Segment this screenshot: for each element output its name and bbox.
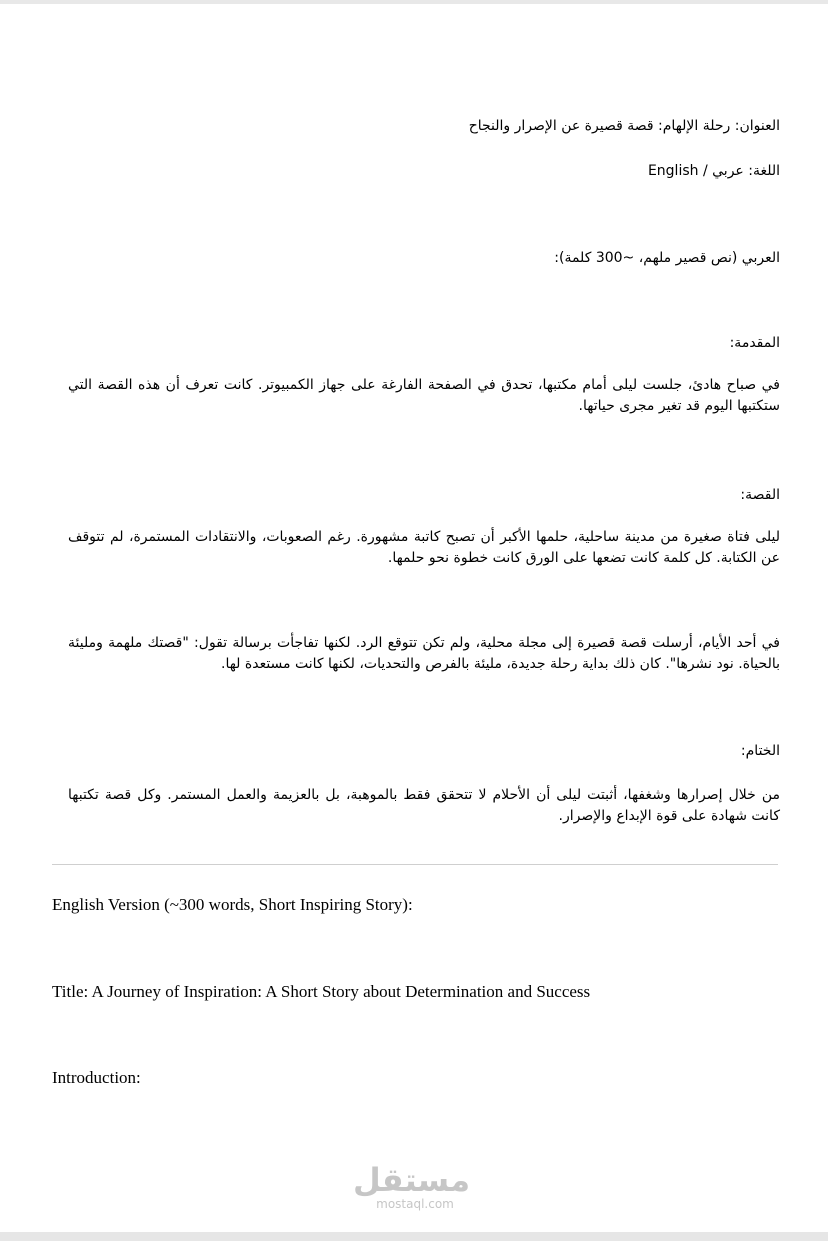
mostaql-watermark [352,1161,470,1211]
english-intro-heading: Introduction: [52,1068,141,1087]
intro-paragraph: في صباح هادئ، جلست ليلى أمام مكتبها، تحدق في الصفحة الفارغة على جهاز الكمبيوتر. كانت تعرف أن هذه القصة التي ستكتبها اليوم قد تغير مجرى حياتها. [68,377,780,414]
english-title-line: Title: A Journey of Inspiration: A Short Story about Determination and Success [52,982,591,1001]
watermark-logo: مستقل [352,1161,470,1199]
story-heading: القصة: [740,487,780,503]
conclusion-heading: الختام: [740,743,780,759]
page-bottom-edge [0,1232,828,1241]
conclusion-paragraph: من خلال إصرارها وشغفها، أثبتت ليلى أن الأحلام لا تتحقق فقط بالموهبة، بل بالعزيمة والعمل المستمر. وكل قصة تكتبها كانت شهادة على قوة الإبداع والإصرار. [68,787,780,824]
section-divider [52,864,778,865]
english-version-header: English Version (~300 words, Short Inspiring Story): [52,895,413,914]
arabic-section-header: العربي (نص قصير ملهم، ~300 كلمة): [554,250,780,266]
watermark-url: mostaql.com [376,1197,454,1211]
arabic-title-line: العنوان: رحلة الإلهام: قصة قصيرة عن الإصرار والنجاح [468,118,780,134]
page-top-edge [0,0,828,4]
story-paragraph-2: في أحد الأيام، أرسلت قصة قصيرة إلى مجلة محلية، ولم تكن تتوقع الرد. لكنها تفاجأت برسالة تقول: "قصتك ملهمة ومليئة بالحياة. نود نشرها". كان ذلك بداية رحلة جديدة، مليئة بالفرص والتحديات، لكنها كانت مستعدة لها. [68,635,780,672]
language-line: اللغة: عربي / English [647,163,780,179]
story-paragraph-1: ليلى فتاة صغيرة من مدينة ساحلية، حلمها الأكبر أن تصبح كاتبة مشهورة. رغم الصعوبات، والانتقادات المستمرة، لم تتوقف عن الكتابة. كل كلمة كانت تضعها على الورق كانت خطوة نحو حلمها. [68,529,780,566]
intro-heading: المقدمة: [729,335,780,351]
